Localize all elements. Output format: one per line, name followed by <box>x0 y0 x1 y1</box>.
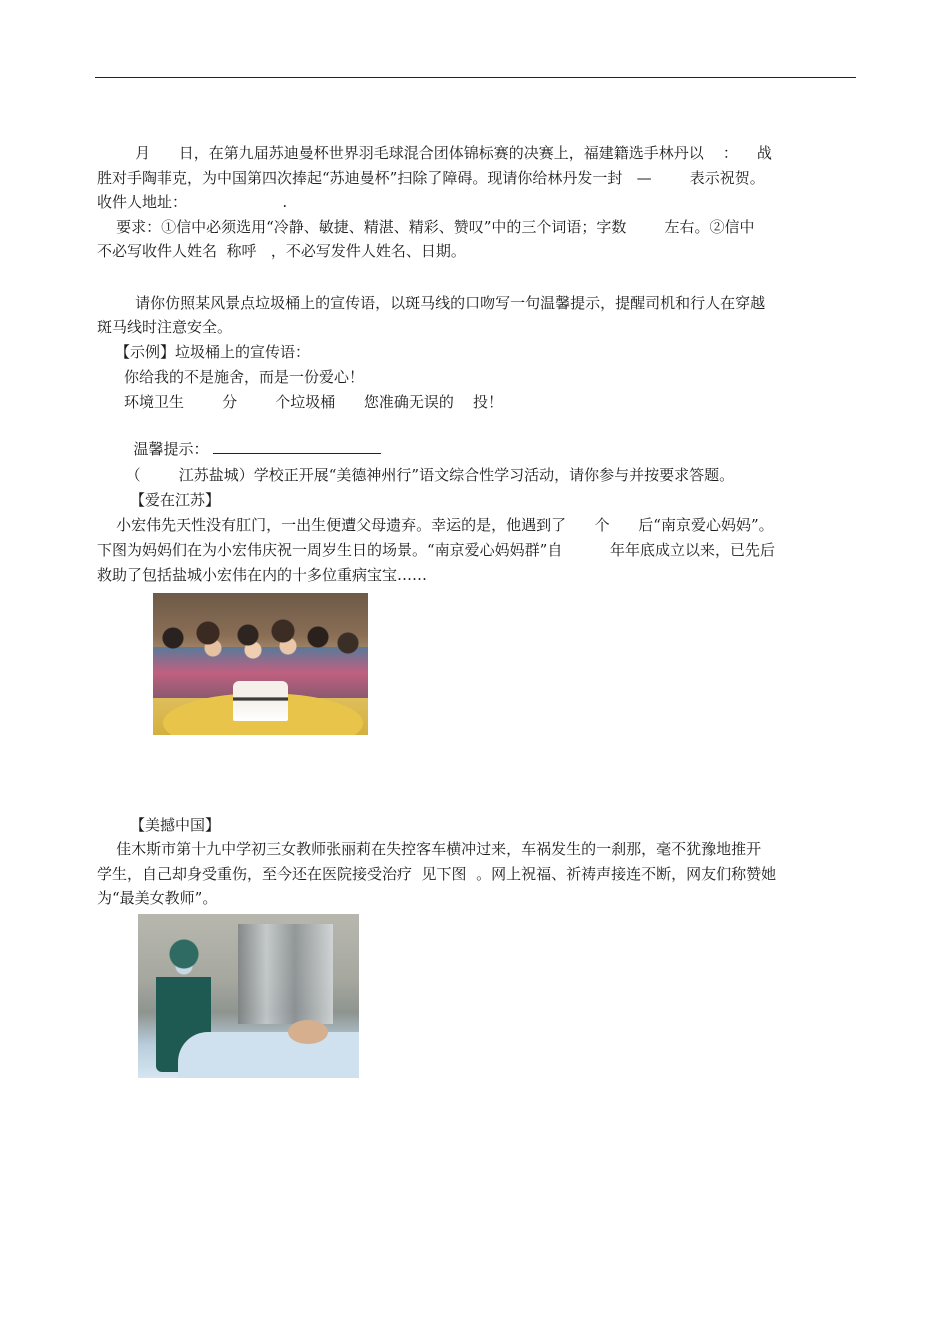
q1-line-5: 不必写收件人姓名 称呼 ，不必写发件人姓名、日期。 <box>97 242 466 260</box>
s2-line-1: 佳木斯市第十九中学初三女教师张丽莉在失控客车横冲过来，车祸发生的一刹那，毫不犹豫地推开 <box>97 840 762 858</box>
hospital-photo <box>138 914 359 1078</box>
q2-tip-label: 温馨提示： <box>133 440 209 458</box>
patient-figure <box>288 1020 328 1044</box>
q2-line-2: 斑马线时注意安全。 <box>97 318 233 336</box>
q2-example-1: 你给我的不是施舍，而是一份爱心！ <box>124 368 365 386</box>
s2-line-3: 为“最美女教师”。 <box>97 889 218 907</box>
q3-intro: （ 江苏盐城）学校正开展“美德神州行”语文综合性学习活动，请你参与并按要求答题。 <box>97 466 735 484</box>
bed-figure <box>178 1032 359 1078</box>
q2-line-1: 请你仿照某风景点垃圾桶上的宣传语，以斑马线的口吻写一句温馨提示，提醒司机和行人在穿越 <box>97 294 766 312</box>
answer-blank[interactable] <box>213 439 381 454</box>
s2-line-2: 学生，自己却身受重伤，至今还在医院接受治疗 见下图 。网上祝福、祈祷声接连不断，网友们称赞她 <box>97 865 777 883</box>
medical-equipment-figure <box>238 924 333 1024</box>
section-title-beauty-china: 【美撼中国】 <box>130 816 221 834</box>
s1-line-2: 下图为妈妈们在为小宏伟庆祝一周岁生日的场景。“南京爱心妈妈群”自 年年底成立以来，已先后 <box>97 541 776 559</box>
cake-figure <box>233 681 288 721</box>
q2-example-label: 【示例】垃圾桶上的宣传语： <box>115 343 311 361</box>
section-title-love-jiangsu: 【爱在江苏】 <box>130 491 221 509</box>
q1-line-4: 要求：①信中必须选用“冷静、敏捷、精湛、精彩、赞叹”中的三个词语；字数 左右。②信中 <box>97 218 755 236</box>
header-rule <box>95 77 856 78</box>
q1-line-1: 月 日，在第九届苏迪曼杯世界羽毛球混合团体锦标赛的决赛上，福建籍选手林丹以 ： 战 <box>97 144 772 162</box>
s1-line-1: 小宏伟先天性没有肛门，一出生便遭父母遗弃。幸运的是，他遇到了 个 后“南京爱心妈妈”。 <box>97 516 774 534</box>
s1-line-3: 救助了包括盐城小宏伟在内的十多位重病宝宝…… <box>97 566 428 584</box>
birthday-photo <box>153 593 368 735</box>
q2-tip-line <box>124 416 381 458</box>
q2-example-2: 环境卫生 分 个垃圾桶 您准确无误的 投！ <box>124 393 503 411</box>
q1-line-2: 胜对手陶菲克，为中国第四次捧起“苏迪曼杯”扫除了障碍。现请你给林丹发一封 — 表示祝贺。 <box>97 169 765 187</box>
q1-line-3: 收件人地址： . <box>97 193 288 211</box>
